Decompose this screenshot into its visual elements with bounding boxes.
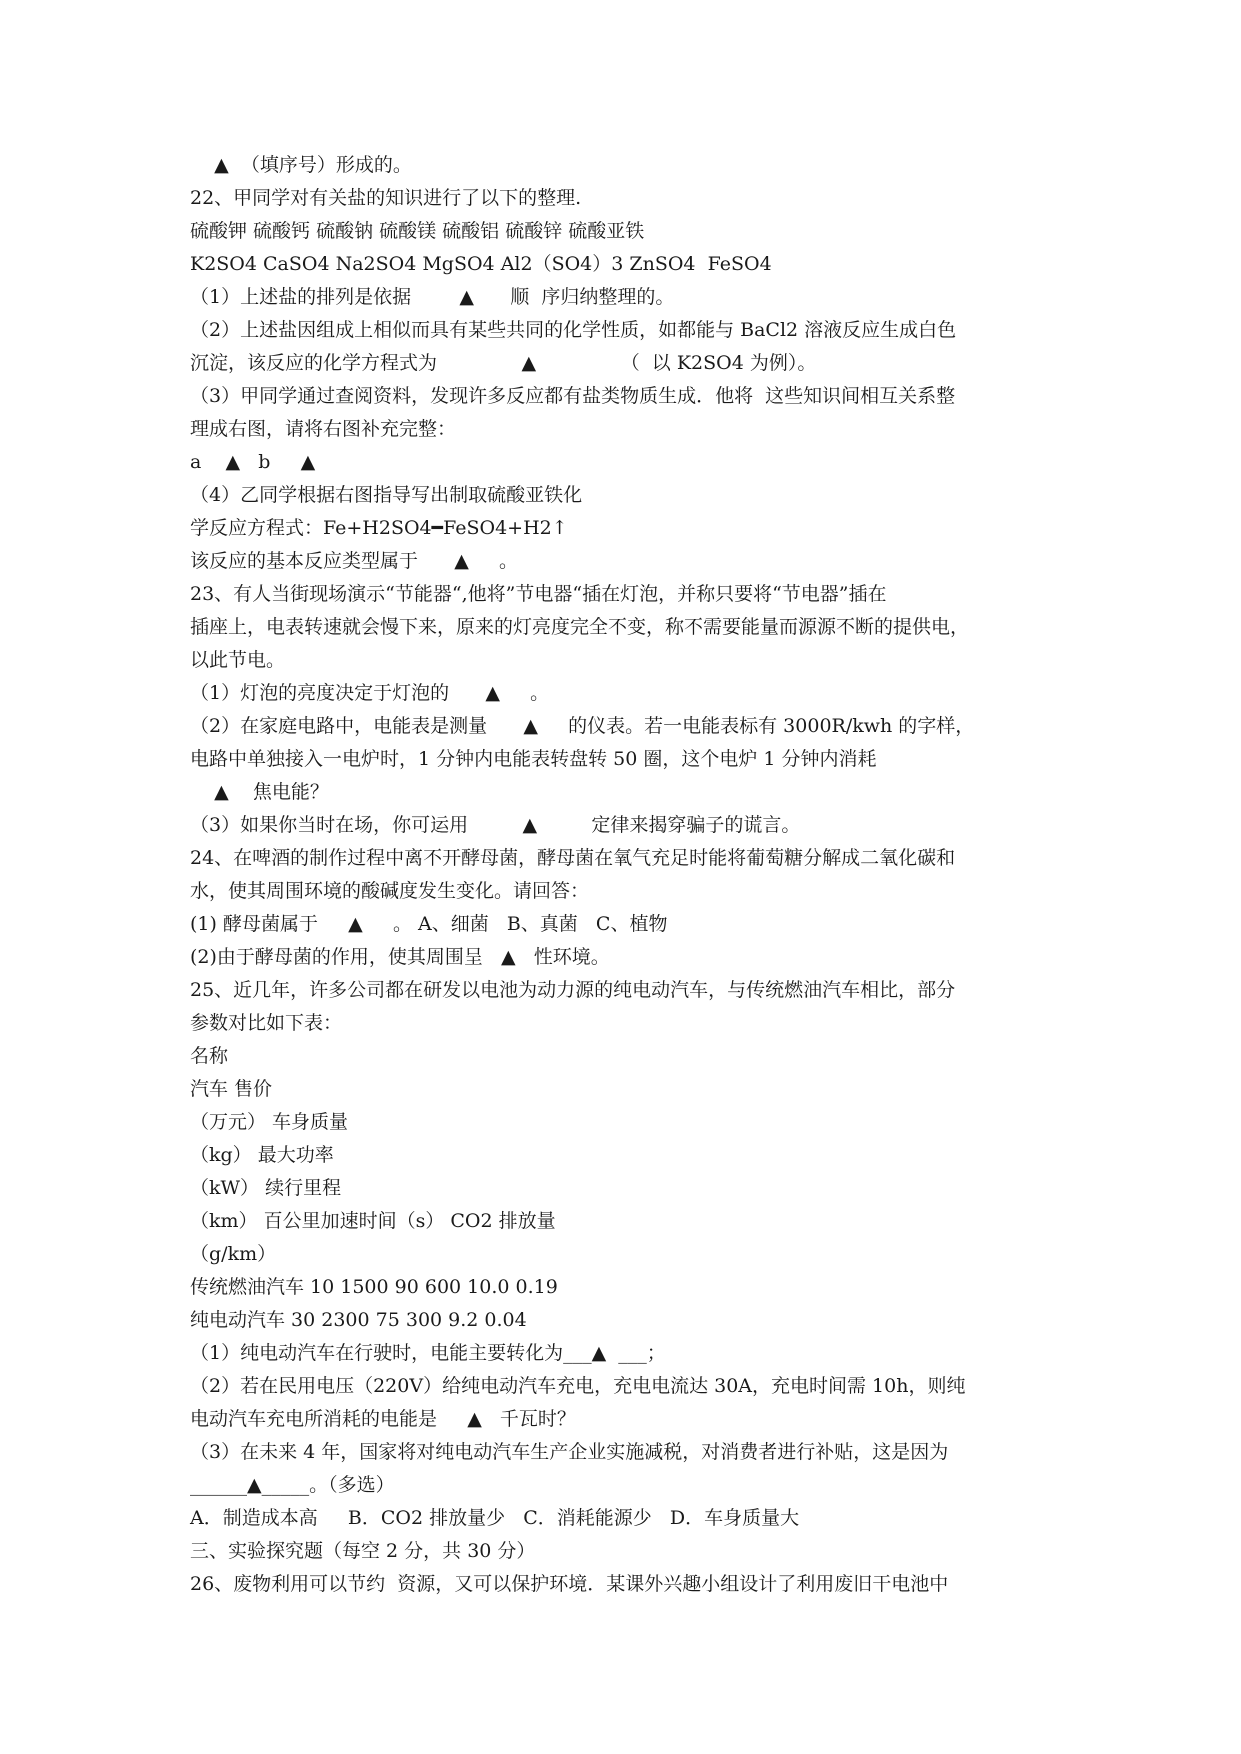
- text-line: （万元） 车身质量: [190, 1111, 349, 1133]
- text-line: （2）若在民用电压（220V）给纯电动汽车充电，充电电流达 30A，充电时间需 10h，则纯: [190, 1375, 966, 1397]
- question-22-heading: 22、甲同学对有关盐的知识进行了以下的整理.: [190, 187, 582, 209]
- text-line: （1）灯泡的亮度决定于灯泡的 ▲ 。: [190, 682, 550, 704]
- text-line: 沉淀，该反应的化学方程式为 ▲ （ 以 K2SO4 为例）。: [190, 352, 817, 374]
- document-body: [190, 149, 1070, 1601]
- text-line: 电动汽车充电所消耗的电能是 ▲ 千瓦时？: [190, 1408, 576, 1430]
- section-heading: 三、实验探究题（每空 2 分，共 30 分）: [190, 1540, 536, 1562]
- text-line: 插座上，电表转速就会慢下来，原来的灯亮度完全不变，称不需要能量而源源不断的提供电，: [190, 616, 970, 638]
- question-26-heading: 26、废物利用可以节约 资源，又可以保护环境．某课外兴趣小组设计了利用废旧干电池中: [190, 1573, 949, 1595]
- text-line: 学反应方程式：Fe+H2SO4━FeSO4+H2↑: [190, 517, 568, 539]
- text-line: a ▲ b ▲: [190, 451, 316, 473]
- text-line: ______▲_____。（多选）: [190, 1474, 395, 1496]
- text-line: (2)由于酵母菌的作用，使其周围呈 ▲ 性环境。: [190, 946, 610, 968]
- text-line: （2）在家庭电路中，电能表是测量 ▲ 的仪表。若一电能表标有 3000R/kwh 的字样，: [190, 715, 975, 737]
- text-line: 参数对比如下表：: [190, 1012, 343, 1034]
- text-line: 汽车 售价: [190, 1078, 273, 1100]
- question-24-heading: 24、在啤酒的制作过程中离不开酵母菌，酵母菌在氧气充足时能将葡萄糖分解成二氧化碳和: [190, 847, 956, 869]
- text-line: ▲ 焦电能？: [190, 781, 329, 803]
- text-line: （3）甲同学通过查阅资料，发现许多反应都有盐类物质生成．他将 这些知识间相互关系整: [190, 385, 956, 407]
- text-line: （4）乙同学根据右图指导写出制取硫酸亚铁化: [190, 484, 583, 506]
- text-line: 以此节电。: [190, 649, 286, 671]
- text-line: 电路中单独接入一电炉时，1 分钟内电能表转盘转 50 圈，这个电炉 1 分钟内消耗: [190, 748, 877, 770]
- text-line: 水，使其周围环境的酸碱度发生变化。请回答：: [190, 880, 590, 902]
- text-line: 名称: [190, 1045, 229, 1067]
- text-line: 该反应的基本反应类型属于 ▲ 。: [190, 550, 519, 572]
- text-line: （g/km）: [190, 1243, 277, 1265]
- text-line: (1) 酵母菌属于 ▲ 。 A、细菌 B、真菌 C、植物: [190, 913, 668, 935]
- text-line: （3）在未来 4 年，国家将对纯电动汽车生产企业实施减税，对消费者进行补贴，这是因为: [190, 1441, 949, 1463]
- question-23-heading: 23、有人当街现场演示“节能器“,他将”节电器“插在灯泡，并称只要将“节电器”插在: [190, 583, 887, 605]
- text-line: 硫酸钾 硫酸钙 硫酸钠 硫酸镁 硫酸铝 硫酸锌 硫酸亚铁: [190, 220, 645, 242]
- text-line: （1）上述盐的排列是依据 ▲ 顺 序归纳整理的。: [190, 286, 675, 308]
- text-line: ▲ （填序号）形成的。: [190, 154, 412, 176]
- text-line: （kg） 最大功率: [190, 1144, 334, 1166]
- text-line: K2SO4 CaSO4 Na2SO4 MgSO4 Al2（SO4）3 ZnSO4 FeSO4: [190, 253, 772, 275]
- text-line: 理成右图，请将右图补充完整：: [190, 418, 457, 440]
- text-line: 传统燃油汽车 10 1500 90 600 10.0 0.19: [190, 1276, 558, 1298]
- text-line: （2）上述盐因组成上相似而具有某些共同的化学性质，如都能与 BaCl2 溶液反应生成白色: [190, 319, 957, 341]
- text-line: （3）如果你当时在场，你可运用 ▲ 定律来揭穿骗子的谎言。: [190, 814, 801, 836]
- text-line: （km） 百公里加速时间（s） CO2 排放量: [190, 1210, 556, 1232]
- text-line: 纯电动汽车 30 2300 75 300 9.2 0.04: [190, 1309, 527, 1331]
- text-line: （1）纯电动汽车在行驶时，电能主要转化为___▲ ___；: [190, 1342, 666, 1364]
- text-line: （kW） 续行里程: [190, 1177, 342, 1199]
- text-line: A．制造成本高 B．CO2 排放量少 C．消耗能源少 D．车身质量大: [190, 1507, 800, 1529]
- question-25-heading: 25、近几年，许多公司都在研发以电池为动力源的纯电动汽车，与传统燃油汽车相比，部分: [190, 979, 956, 1001]
